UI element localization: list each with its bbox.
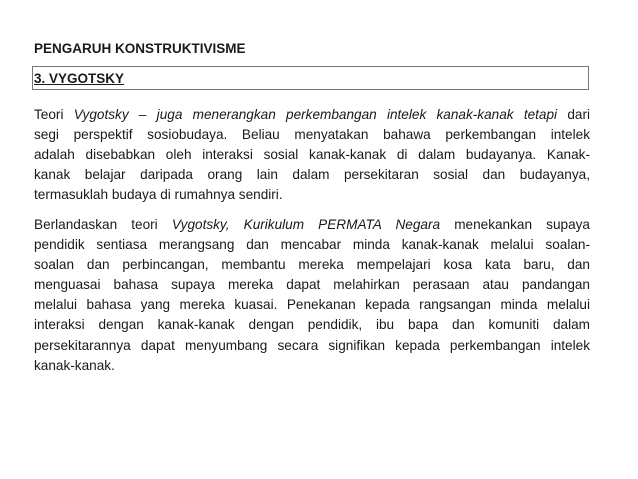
text-run: soalan dan perbincangan, membantu mereka mempelajari kosa kata baru, dan xyxy=(34,257,590,273)
paragraph-line xyxy=(34,215,590,235)
text-run: persekitarannya dapat menyumbang secara signifikan kepada perkembangan intelek xyxy=(34,337,590,353)
text-run: kanak belajar daripada orang lain dalam persekitaran sosial dan budayanya, xyxy=(34,167,590,183)
paragraph-line xyxy=(34,336,590,356)
italic-text-run: Vygotsky, Kurikulum PERMATA Negara xyxy=(171,217,441,232)
paragraph-line xyxy=(34,315,590,335)
paragraph-line xyxy=(34,295,590,315)
paragraph-line xyxy=(34,145,590,165)
paragraph-line xyxy=(34,356,590,376)
text-run: melalui bahasa yang mereka kuasai. Penekanan kepada rangsangan minda melalui xyxy=(34,297,590,313)
text-run: adalah disebabkan oleh interaksi sosial kanak-kanak di dalam budayanya. Kanak- xyxy=(34,147,590,163)
paragraph-line xyxy=(34,185,590,205)
paragraph-2 xyxy=(34,215,590,376)
section-heading: 3. VYGOTSKY xyxy=(34,71,125,86)
paragraph-line xyxy=(34,235,590,255)
text-run: dari xyxy=(557,107,590,122)
text-run: menekankan supaya xyxy=(440,217,590,232)
paragraph-1 xyxy=(34,105,590,205)
paragraph-line xyxy=(34,125,590,145)
paragraph-line xyxy=(34,105,590,125)
italic-text-run: Vygotsky – juga menerangkan perkembangan intelek kanak-kanak tetapi xyxy=(73,107,558,122)
paragraph-line xyxy=(34,275,590,295)
text-run: interaksi dengan kanak-kanak dengan pendidik, ibu bapa dan komuniti dalam xyxy=(34,317,590,333)
text-run: Teori xyxy=(34,107,74,122)
paragraph-line xyxy=(34,165,590,185)
paragraph-line xyxy=(34,255,590,275)
text-run: segi perspektif sosiobudaya. Beliau menyatakan bahawa perkembangan intelek xyxy=(34,127,590,143)
text-run: menguasai bahasa supaya mereka dapat melahirkan perasaan atau pandangan xyxy=(34,277,590,293)
text-run: pendidik sentiasa merangsang dan mencabar minda kanak-kanak melalui soalan- xyxy=(34,237,590,253)
text-run: kanak-kanak. xyxy=(34,357,115,373)
text-run: termasuklah budaya di rumahnya sendiri. xyxy=(34,187,283,203)
text-run: Berlandaskan teori xyxy=(34,217,172,232)
slide-title: PENGARUH KONSTRUKTIVISME xyxy=(34,41,246,56)
